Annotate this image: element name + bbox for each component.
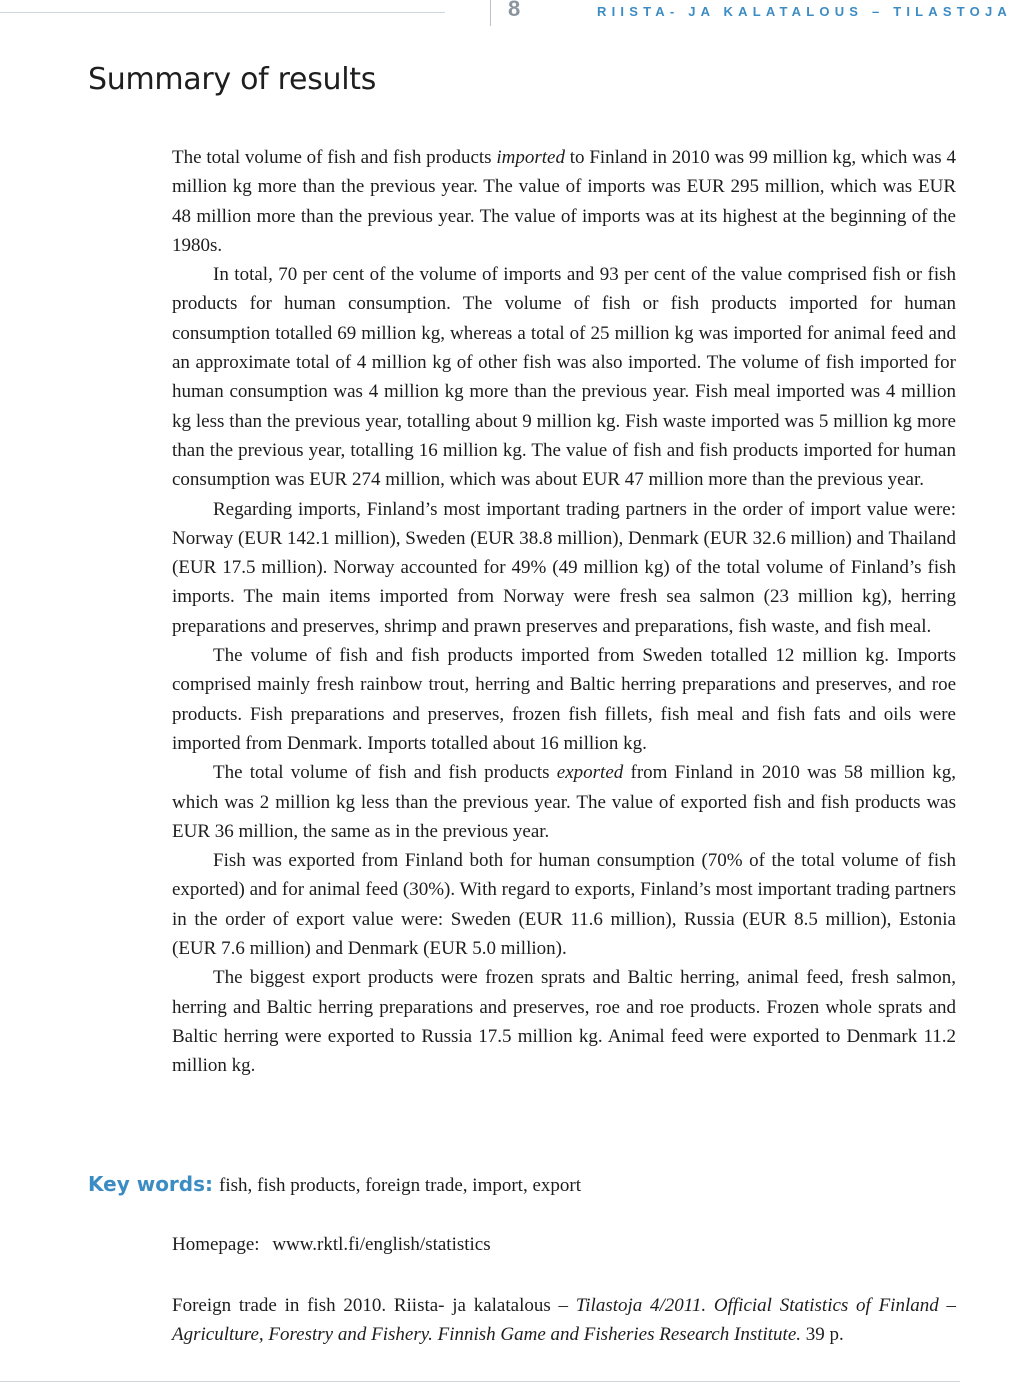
citation-italic: Tilastoja 4/2011. Official Statistics of Finland – Agriculture, Forestry and Fishery. Finnish Game and Fisheries Research Institute. bbox=[172, 1295, 956, 1345]
keywords-value: fish, fish products, foreign trade, import, export bbox=[219, 1175, 581, 1196]
emphasis-text: imported bbox=[496, 147, 565, 168]
keywords-label: Key words: bbox=[88, 1172, 214, 1196]
homepage-link[interactable]: www.rktl.fi/english/statistics bbox=[272, 1234, 491, 1255]
citation bbox=[172, 1291, 956, 1349]
paragraph-text: to Finland in 2010 was 99 million kg, which was 4 million kg more than the previous year. The value of imports was EUR 295 million, which was EUR 48 million more than the previous year. The value of imports was at its highest at the beginning of the 1980s. bbox=[172, 147, 956, 256]
series-title: RIISTA- JA KALATALOUS – TILASTOJA bbox=[597, 4, 1012, 19]
body-paragraph bbox=[172, 495, 956, 641]
paragraph-text: In total, 70 per cent of the volume of imports and 93 per cent of the value comprised fish or fish products for human consumption. The volume of fish or fish products imported for human consumption totalled 69 million kg, whereas a total of 25 million kg was imported for animal feed and an approximate total of 4 million kg of other fish was also imported. The volume of fish imported for human consumption was 4 million kg more than the previous year. Fish meal imported was 4 million kg less than the previous year, totalling about 9 million kg. Fish waste imported was 5 million kg more than the previous year, totalling 16 million kg. The value of fish and fish products imported for human consumption was EUR 274 million, which was about EUR 47 million more than the previous year. bbox=[172, 264, 956, 491]
body-paragraph bbox=[172, 758, 956, 846]
page-title: Summary of results bbox=[88, 62, 377, 97]
body-paragraph bbox=[172, 641, 956, 758]
footer-rule bbox=[0, 1381, 960, 1382]
citation-pages: 39 p. bbox=[801, 1324, 844, 1345]
body-paragraph bbox=[172, 143, 956, 260]
homepage-label: Homepage: bbox=[172, 1234, 260, 1255]
paragraph-text: from Finland in 2010 was 58 million kg, which was 2 million kg less than the previous year. The value of exported fish and fish products was EUR 36 million, the same as in the previous year. bbox=[172, 762, 957, 842]
body-paragraph bbox=[172, 963, 956, 1080]
citation-plain: Foreign trade in fish 2010. Riista- ja kalatalous – bbox=[172, 1295, 576, 1316]
homepage-row bbox=[172, 1234, 491, 1256]
header-rule bbox=[0, 12, 445, 13]
paragraph-text: The biggest export products were frozen sprats and Baltic herring, animal feed, fresh salmon, herring and Baltic herring preparations and preserves, roe and roe products. Frozen whole sprats and Baltic herring were exported to Russia 17.5 million kg. Animal feed were exported to Denmark 11.2 million kg. bbox=[172, 967, 956, 1077]
emphasis-text: exported bbox=[556, 762, 624, 784]
summary-body bbox=[172, 143, 956, 1081]
body-paragraph bbox=[172, 846, 956, 963]
page-number: 8 bbox=[508, 0, 521, 21]
paragraph-text: The total volume of fish and fish products bbox=[213, 762, 557, 784]
keywords-row bbox=[88, 1172, 581, 1197]
paragraph-text: Regarding imports, Finland’s most important trading partners in the order of import value were: Norway (EUR 142.1 million), Sweden (EUR 38.8 million), Denmark (EUR 32.6 million) and Thailand (EUR 17.5 million). Norway accounted for 49% (49 million kg) of the total volume of Finland’s fish imports. The main items imported from Norway were fresh sea salmon (23 million kg), herring preparations and preserves, shrimp and prawn preserves and preparations, fish waste, and fish meal. bbox=[172, 498, 956, 637]
paragraph-text: The volume of fish and fish products imported from Sweden totalled 12 million kg. Imports comprised mainly fresh rainbow trout, herring and Baltic herring preparations and preserves, and roe products. Fish preparations and preserves, frozen fish fillets, fish meal and fish fats and oils were imported from Denmark. Imports totalled about 16 million kg. bbox=[172, 645, 956, 754]
paragraph-text: Fish was exported from Finland both for human consumption (70% of the total volume of fish exported) and for animal feed (30%). With regard to exports, Finland’s most important trading partners in the order of export value were: Sweden (EUR 11.6 million), Russia (EUR 8.5 million), Estonia (EUR 7.6 million) and Denmark (EUR 5.0 million). bbox=[172, 850, 956, 960]
body-paragraph bbox=[172, 260, 956, 494]
header-separator bbox=[490, 0, 491, 26]
paragraph-text: The total volume of fish and fish products bbox=[172, 147, 497, 168]
